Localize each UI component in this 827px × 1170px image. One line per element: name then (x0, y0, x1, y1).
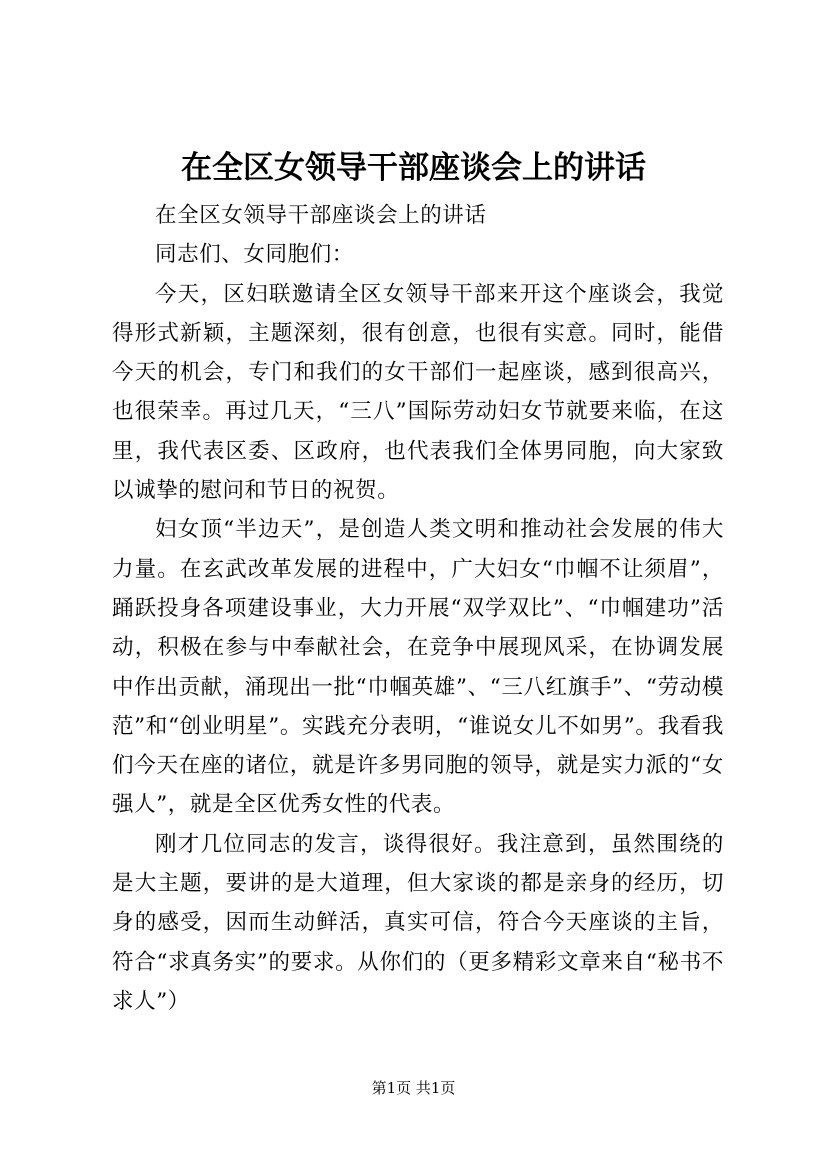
body-paragraph: 妇女顶“半边天”，是创造人类文明和推动社会发展的伟大力量。在玄武改革发展的进程中，广大妇女“巾帼不让须眉”，踊跃投身各项建设事业，大力开展“双学双比”、“巾帼建功”活动，积极在参与中奉献社会，在竞争中展现风采，在协调发展中作出贡献，涌现出一批“巾帼英雄”、“三八红旗手”、“劳动模范”和“创业明星”。实践充分表明，“谁说女儿不如男”。我看我们今天在座的诸位，就是许多男同胞的领导，就是实力派的“女强人”，就是全区优秀女性的代表。 (112, 517, 724, 818)
document-body (112, 196, 724, 1021)
body-paragraph: 今天，区妇联邀请全区女领导干部来开这个座谈会，我觉得形式新颖，主题深刻，很有创意，也很有实意。同时，能借今天的机会，专门和我们的女干部们一起座谈，感到很高兴，也很荣幸。再过几天，“三八”国际劳动妇女节就要来临，在这里，我代表区委、区政府，也代表我们全体男同胞，向大家致以诚挚的慰问和节日的祝贺。 (112, 281, 724, 504)
body-paragraph: 刚才几位同志的发言，谈得很好。我注意到，虽然围绕的是大主题，要讲的是大道理，但大家谈的都是亲身的经历，切身的感受，因而生动鲜活，真实可信，符合今天座谈的主旨，符合“求真务实”的要求。从你们的（更多精彩文章来自“秘书不求人”） (112, 831, 724, 1014)
document-title: 在全区女领导干部座谈会上的讲话 (181, 150, 646, 186)
subtitle-paragraph: 在全区女领导干部座谈会上的讲话 (155, 203, 487, 228)
salutation-paragraph: 同志们、女同胞们： (155, 242, 354, 268)
page-footer: 第1页 共1页 (371, 1079, 456, 1097)
